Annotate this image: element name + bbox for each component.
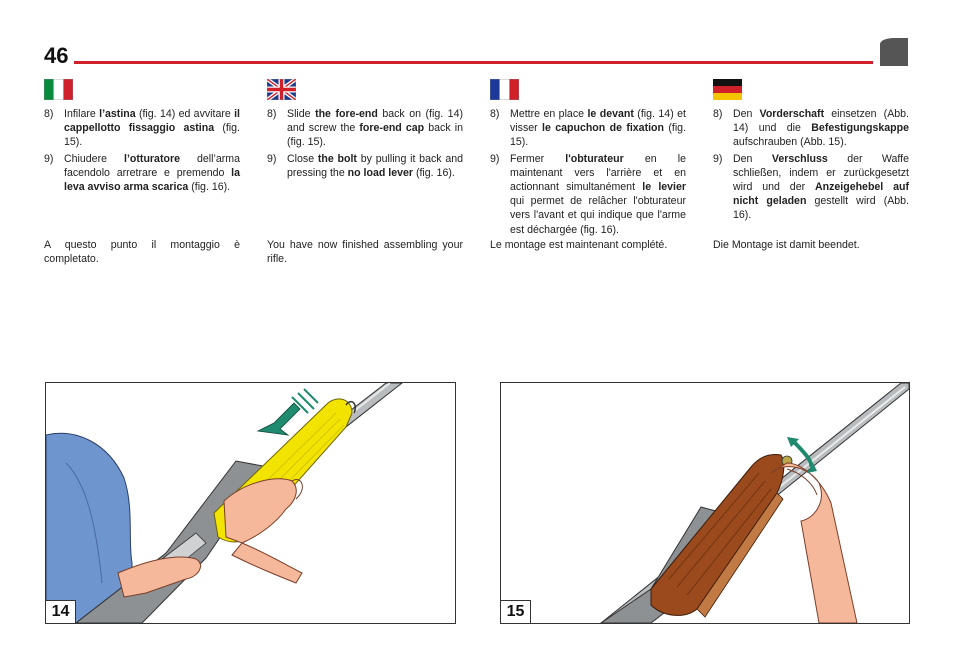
final-note-english: You have now finished assembling your rifle. <box>267 239 463 266</box>
german-flag-icon <box>713 79 742 100</box>
step-8-italian: 8) Infilare l’astina (fig. 14) ed avvitare il cappellotto fissaggio astina (fig. 15). <box>44 108 240 149</box>
header-rule <box>74 61 873 64</box>
uk-flag-icon <box>267 79 296 100</box>
final-note-italian: A questo punto il montaggio è completato. <box>44 239 240 266</box>
fore-end-install-illustration <box>46 383 455 623</box>
step-9-italian: 9) Chiudere l’otturatore dell’arma facendolo arretrare e premendo la leva avviso arma scarica (fig. 16). <box>44 152 240 194</box>
step-8-french: 8) Mettre en place le devant (fig. 14) et visser le capuchon de fixation (fig. 15). <box>490 108 687 149</box>
column-french <box>490 79 686 237</box>
column-english <box>267 79 463 180</box>
fore-end-cap-illustration <box>501 383 909 623</box>
figure-14 <box>45 382 456 624</box>
figure-number-14: 14 <box>45 600 76 624</box>
french-flag-icon <box>490 79 519 100</box>
page-number: 46 <box>44 43 69 68</box>
page-tab-marker <box>880 38 908 66</box>
step-8-german: 8) Den Vorderschaft einsetzen (Abb. 14) und die Befestigungskappe aufschrauben (Abb. 15). <box>713 108 909 149</box>
column-italian <box>44 79 240 194</box>
step-8-english: 8) Slide the fore-end back on (fig. 14) and screw the fore-end cap back in (fig. 15). <box>267 108 463 149</box>
figure-15 <box>500 382 910 624</box>
step-9-french: 9) Fermer l'obturateur en le maintenant vers l'arrière et en actionnant simultanément le levier qui permet de relâcher l'obturateur vers l'avant et qui indique que l'arme est déchargée (fig. 16). <box>490 152 686 236</box>
italian-flag-icon <box>44 79 73 100</box>
figure-number-15: 15 <box>500 600 531 624</box>
final-note-french: Le montage est maintenant complété. <box>490 239 668 251</box>
column-german <box>713 79 909 223</box>
step-9-german: 9) Den Verschluss der Waffe schließen, indem er zurückgesetzt wird und der Anzeigehebel auf nicht geladen gestellt wird (Abb. 16). <box>713 152 910 222</box>
step-9-english: 9) Close the bolt by pulling it back and pressing the no load lever (fig. 16). <box>267 152 464 179</box>
final-note-german: Die Montage ist damit beendet. <box>713 239 860 251</box>
